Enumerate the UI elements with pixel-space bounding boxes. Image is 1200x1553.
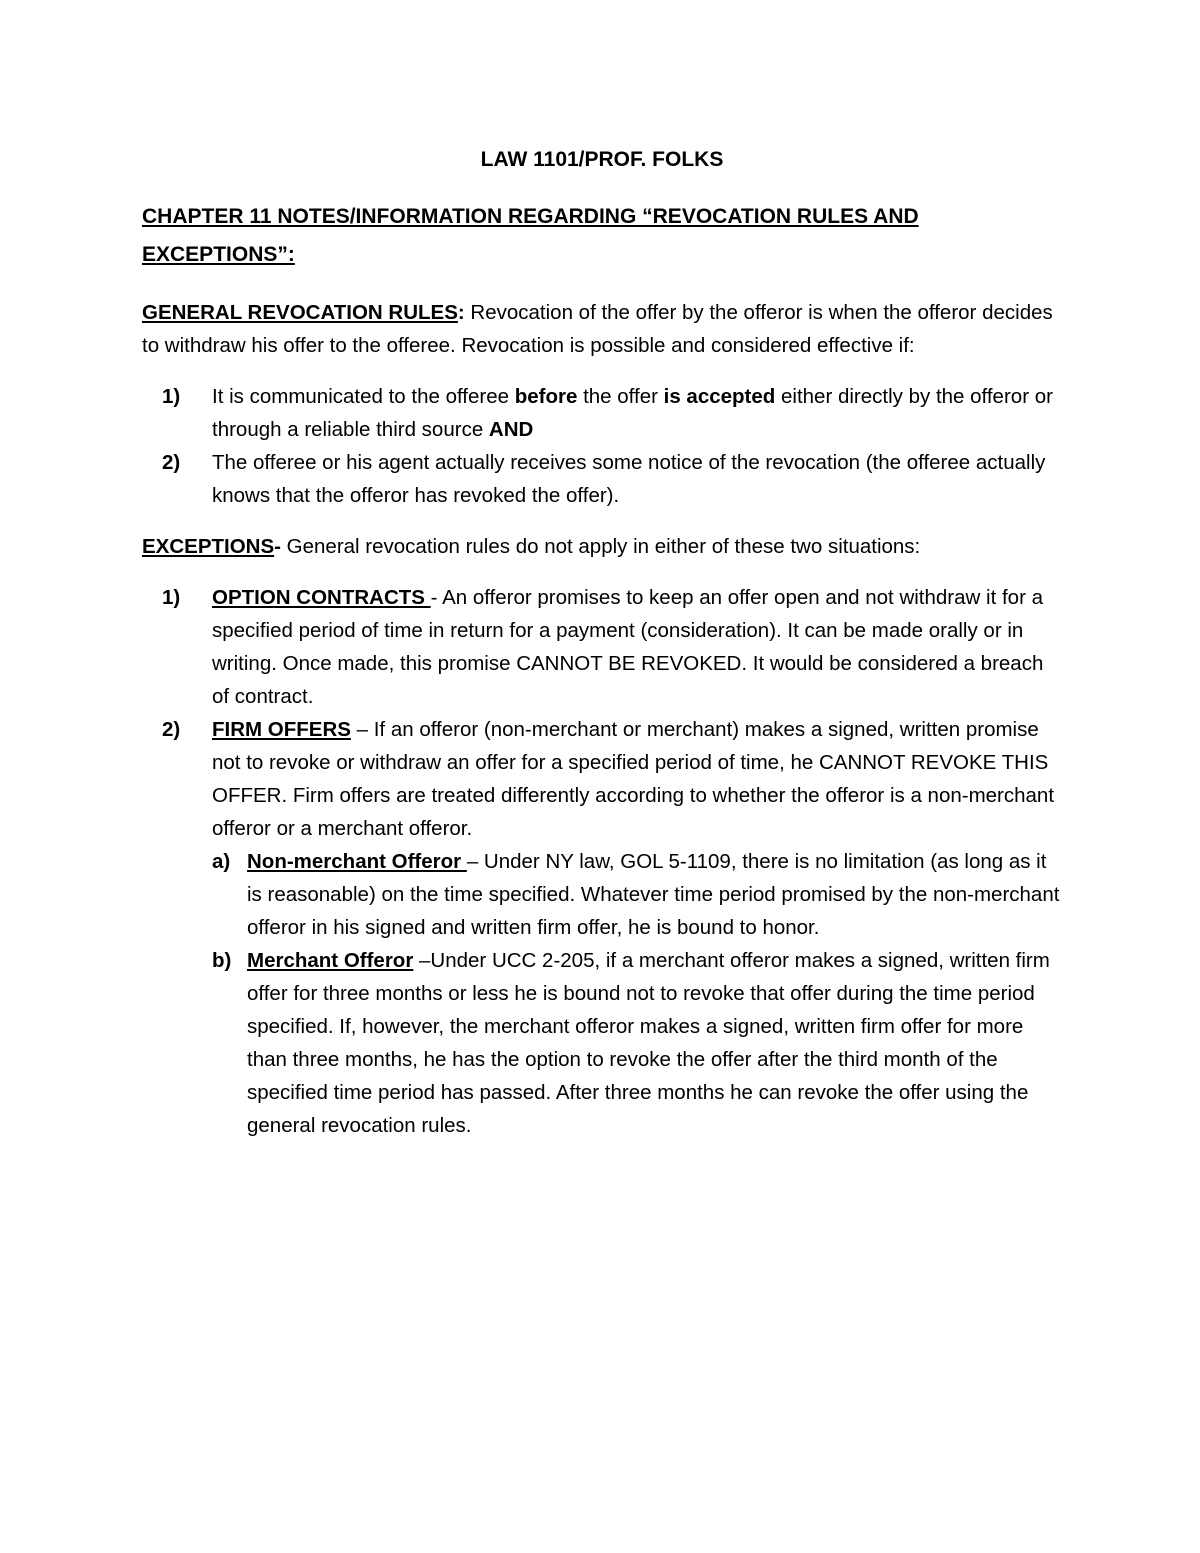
document-page [142, 140, 1062, 1160]
item-text: the offer [577, 385, 664, 408]
sublist-marker: a) [212, 850, 231, 873]
chapter-heading [142, 198, 1062, 274]
list-item [142, 581, 1062, 713]
list-marker: 1) [162, 385, 181, 408]
sublist-item [212, 845, 1062, 944]
list-item [142, 713, 1062, 1142]
list-marker: 1) [162, 586, 181, 609]
chapter-heading-text: CHAPTER 11 NOTES/INFORMATION REGARDING “REVOCATION RULES AND EXCEPTIONS” [142, 205, 919, 266]
sublist-label: Merchant Offeror [247, 949, 414, 972]
item-bold-text: before [514, 385, 578, 408]
exceptions-list [142, 581, 1062, 1142]
sublist-text: –Under UCC 2-205, if a merchant offeror makes a signed, written firm offer for three months or less he is bound not to revoke that offer during the time period specified. If, however, the merchant offeror makes a signed, written firm offer for more than three months, he has the option to revoke the offer after the third month of the specified time period has passed. After three months he can revoke the offer using the general revocation rules. [247, 949, 1050, 1137]
general-rules-heading: GENERAL REVOCATION RULES [142, 301, 458, 324]
list-item [142, 380, 1062, 446]
item-text: either directly by the offeror or through a reliable third source [212, 385, 1053, 441]
item-text: It is communicated to the offeree [212, 385, 515, 408]
sublist-marker: b) [212, 949, 232, 972]
exceptions-paragraph [142, 530, 1062, 563]
firm-offers-sublist [212, 845, 1062, 1142]
exceptions-heading: EXCEPTIONS [142, 535, 275, 558]
general-rules-paragraph [142, 296, 1062, 362]
item-bold-text: AND [488, 418, 534, 441]
item-text: The offeree or his agent actually receives some notice of the revocation (the offeree actually knows that the offeror has revoked the offer). [212, 451, 1046, 507]
list-marker: 2) [162, 718, 181, 741]
chapter-heading-colon: : [287, 243, 295, 266]
item-bold-text: is accepted [663, 385, 776, 408]
item-label: OPTION CONTRACTS [212, 586, 431, 609]
general-rules-text: Revocation of the offer by the offeror is when the offeror decides to withdraw his offer to the offeree. Revocation is possible and considered effective if: [142, 301, 1053, 357]
sublist-item [212, 944, 1062, 1142]
sublist-label: Non-merchant Offeror [247, 850, 467, 873]
document-title: LAW 1101/PROF. FOLKS [480, 148, 724, 171]
list-item [142, 446, 1062, 512]
exceptions-heading-dash: - [274, 535, 281, 558]
list-marker: 2) [162, 451, 181, 474]
item-label: FIRM OFFERS [212, 718, 351, 741]
item-text: - An offeror promises to keep an offer open and not withdraw it for a specified period of time in return for a payment (consideration). It can be made orally or in writing. Once made, this promise CANNOT BE REVOKED. It would be considered a breach of contract. [212, 586, 1044, 708]
general-rules-list [142, 380, 1062, 512]
general-rules-heading-colon: : [457, 301, 465, 324]
exceptions-text: General revocation rules do not apply in either of these two situations: [280, 535, 921, 558]
item-text: – If an offeror (non-merchant or merchant) makes a signed, written promise not to revoke or withdraw an offer for a specified period of time, he CANNOT REVOKE THIS OFFER. Firm offers are treated differently according to whether the offeror is a non-merchant offeror or a merchant offeror. [212, 718, 1055, 840]
sublist-text: – Under NY law, GOL 5-1109, there is no limitation (as long as it is reasonable) on the time specified. Whatever time period promised by the non-merchant offeror in his signed and written firm offer, he is bound to honor. [247, 850, 1060, 939]
